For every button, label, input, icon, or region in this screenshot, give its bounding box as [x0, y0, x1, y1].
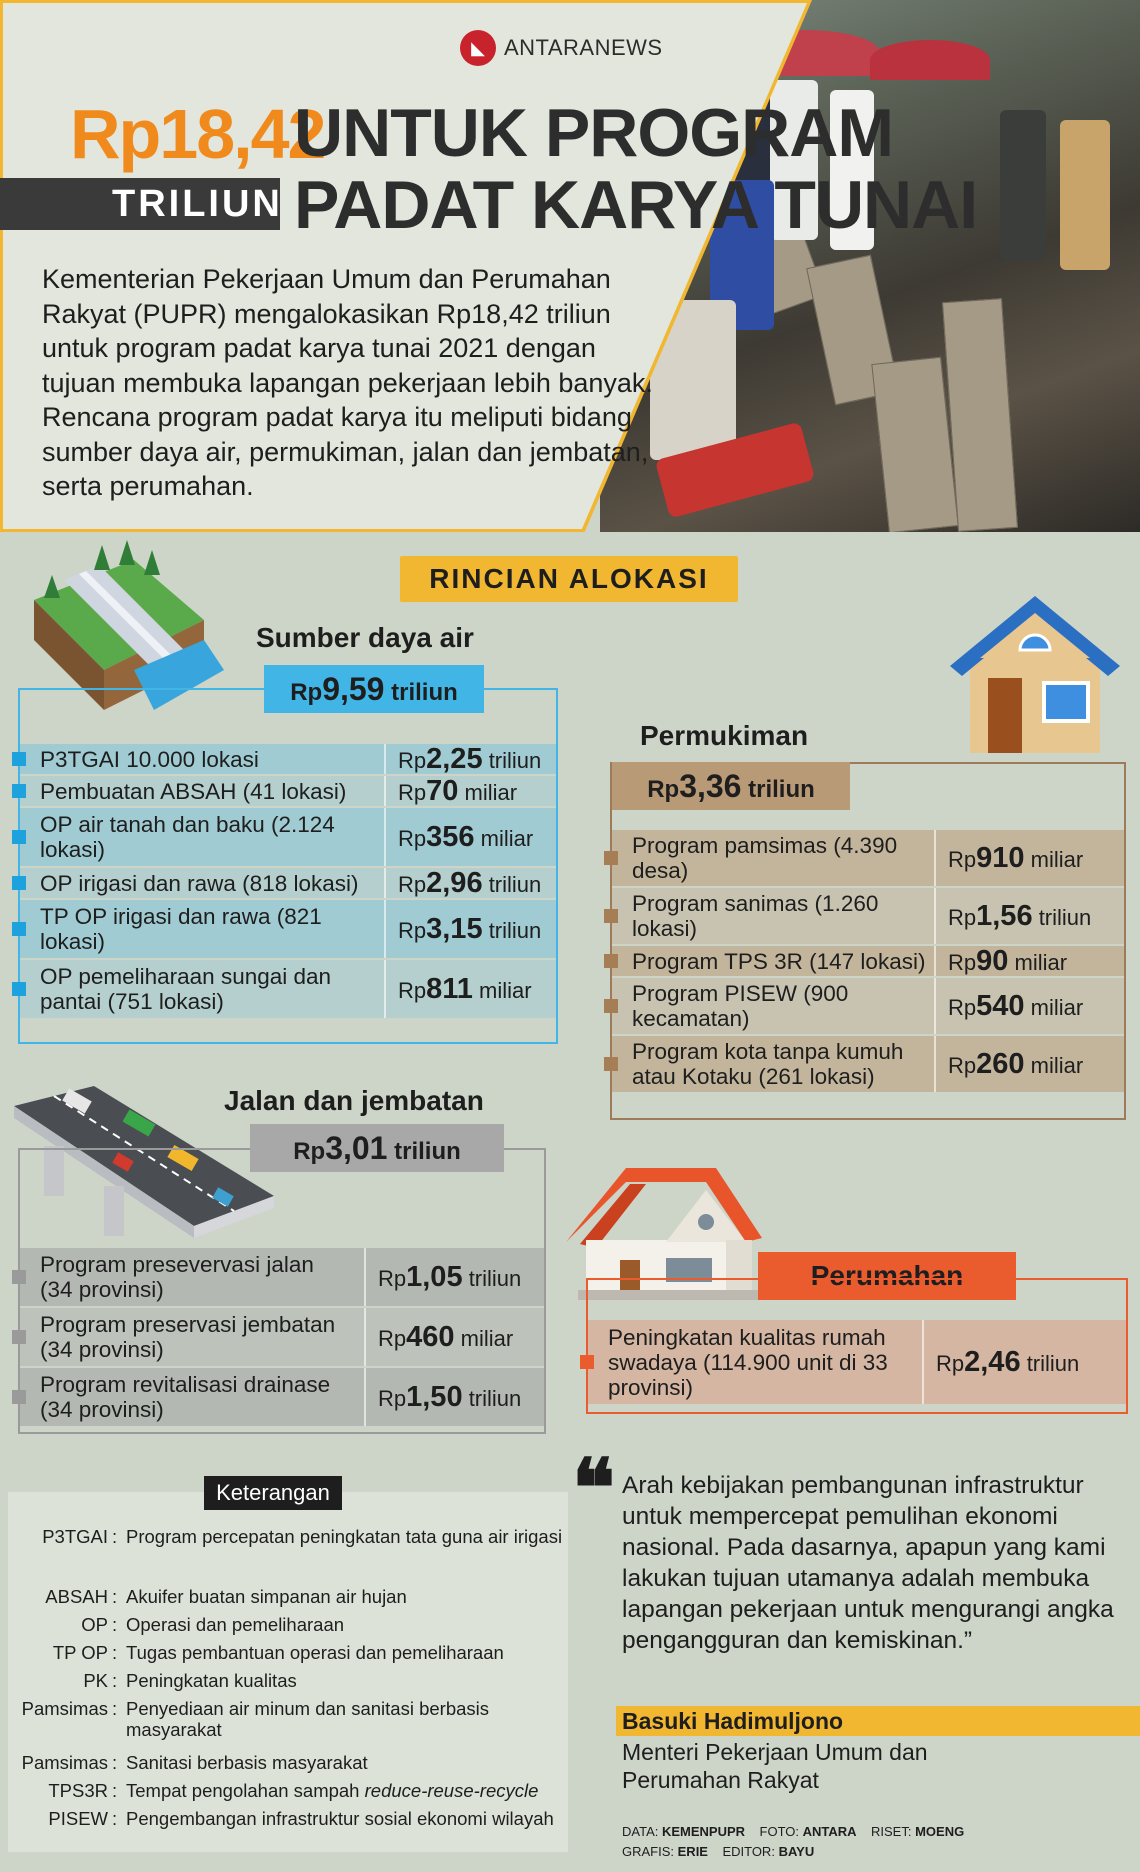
permukiman-total-prefix: Rp: [647, 776, 680, 803]
antara-logo-icon: ◣: [460, 30, 496, 66]
air-row: [20, 744, 556, 774]
permukiman-row: [612, 978, 1124, 1034]
permukiman-row-divider: [934, 978, 936, 1034]
air-row-divider: [384, 744, 386, 774]
keterangan-value: Tempat pengolahan sampah reduce-reuse-recycle: [126, 1780, 539, 1801]
keterangan-key: OP: [81, 1614, 108, 1635]
air-row-divider: [384, 868, 386, 898]
keterangan-key: ABSAH: [45, 1586, 108, 1607]
keterangan-value: Operasi dan pemeliharaan: [126, 1614, 345, 1635]
permukiman-title: Permukiman: [640, 720, 809, 751]
permukiman-row-amount: Rp1,56 triliun: [948, 899, 1092, 932]
air-total-prefix: Rp: [290, 679, 323, 706]
quote-name: Basuki Hadimuljono: [622, 1708, 844, 1734]
credit-grafis-value: ERIE: [677, 1844, 708, 1859]
permukiman-bullet: [604, 999, 618, 1013]
keterangan-separator: :: [112, 1526, 118, 1547]
jalan-total: [250, 1124, 504, 1172]
credit-grafis-label: GRAFIS:: [622, 1844, 675, 1859]
keterangan-key: Pamsimas: [21, 1752, 108, 1773]
jalan-total-unit: triliun: [394, 1138, 461, 1165]
title-line1: UNTUK PROGRAM: [294, 95, 893, 171]
permukiman-row-amount: Rp90 miliar: [948, 944, 1068, 977]
permukiman-row: [612, 830, 1124, 886]
header: [0, 0, 1140, 532]
keterangan-separator: :: [112, 1614, 118, 1635]
air-title: Sumber daya air: [256, 622, 474, 653]
keterangan-separator: :: [112, 1808, 118, 1829]
permukiman-total-unit: triliun: [748, 776, 815, 803]
air-bullet: [12, 876, 26, 890]
keterangan-value: Pengembangan infrastruktur sosial ekonomi wilayah: [126, 1808, 554, 1829]
jalan-row-amount: Rp460 miliar: [378, 1320, 514, 1353]
keterangan-key: TPS3R: [48, 1780, 108, 1801]
permukiman-row-label: Program kota tanpa kumuh atau Kotaku (261 lokasi): [632, 1039, 904, 1089]
permukiman-row-amount: Rp540 miliar: [948, 989, 1084, 1022]
permukiman-total-value: 3,36: [679, 768, 742, 804]
permukiman-row-divider: [934, 1036, 936, 1092]
jalan-bullet: [12, 1390, 26, 1404]
keterangan-item: [8, 1698, 568, 1742]
keterangan-separator: :: [112, 1698, 118, 1719]
credit-editor-label: EDITOR:: [722, 1844, 775, 1859]
logo-text: ANTARANEWS: [504, 35, 663, 60]
keterangan-title: Keterangan: [204, 1476, 342, 1510]
permukiman-row: [612, 1036, 1124, 1092]
keterangan-value: Program percepatan peningkatan tata guna air irigasi: [126, 1526, 563, 1547]
jalan-row: [20, 1368, 544, 1426]
keterangan-key: Pamsimas: [21, 1698, 108, 1719]
permukiman-row-divider: [934, 888, 936, 944]
keterangan-value: Sanitasi berbasis masyarakat: [126, 1752, 368, 1773]
air-row-label: OP irigasi dan rawa (818 lokasi): [40, 870, 359, 896]
perumahan-row-amount: Rp2,46 triliun: [936, 1345, 1080, 1378]
permukiman-row-label: Program pamsimas (4.390 desa): [632, 833, 898, 883]
permukiman-bullet: [604, 909, 618, 923]
perumahan-row-divider: [922, 1320, 924, 1404]
jalan-total-value: 3,01: [325, 1130, 388, 1166]
keterangan-key: PISEW: [48, 1808, 108, 1829]
permukiman-bullet: [604, 851, 618, 865]
perumahan-row: [588, 1320, 1126, 1404]
permukiman-row-label: Program PISEW (900 kecamatan): [632, 981, 849, 1031]
perumahan-title: Perumahan: [758, 1252, 1016, 1300]
jalan-total-prefix: Rp: [293, 1138, 326, 1165]
keterangan-value: Tugas pembantuan operasi dan pemeliharaan: [126, 1642, 504, 1663]
jalan-title: Jalan dan jembatan: [224, 1085, 484, 1116]
jalan-row: [20, 1248, 544, 1306]
title-line2: PADAT KARYA TUNAI: [294, 167, 978, 243]
keterangan-separator: :: [112, 1670, 118, 1691]
credit-foto-label: FOTO:: [759, 1824, 799, 1839]
air-row-amount: Rp2,96 triliun: [398, 866, 542, 899]
jalan-row-label: Program presevervasi jalan (34 provinsi): [40, 1252, 314, 1302]
permukiman-bullet: [604, 954, 618, 968]
permukiman-row-label: Program TPS 3R (147 lokasi): [632, 948, 926, 974]
keterangan-separator: :: [112, 1752, 118, 1773]
quote-text: Arah kebijakan pembangunan infrastruktur untuk mempercepat pemulihan ekonomi nasional. Pada dasarnya, apapun yang kami lakukan tujuan utamanya adalah membuka lapangan pekerjaan untuk mengurangi angka pengangguran dan kemiskinan.”: [622, 1472, 1114, 1654]
keterangan-value: Akuifer buatan simpanan air hujan: [126, 1586, 407, 1607]
air-row-divider: [384, 776, 386, 806]
air-total-unit: triliun: [391, 679, 458, 706]
air-bullet: [12, 752, 26, 766]
jalan-bullet: [12, 1270, 26, 1284]
air-row-divider: [384, 900, 386, 958]
air-row-label: OP pemeliharaan sungai dan pantai (751 lokasi): [40, 964, 332, 1014]
permukiman-row-divider: [934, 946, 936, 976]
air-row-label: Pembuatan ABSAH (41 lokasi): [40, 778, 347, 804]
credits: [622, 1822, 964, 1862]
keterangan-key: P3TGAI: [42, 1526, 108, 1547]
air-total-value: 9,59: [322, 671, 385, 707]
keterangan-item: [8, 1808, 568, 1852]
quote-role: Menteri Pekerjaan Umum dan Perumahan Rakyat: [622, 1739, 928, 1793]
credit-riset-value: MOENG: [915, 1824, 965, 1839]
air-row-amount: Rp811 miliar: [398, 972, 532, 1005]
keterangan-value: Peningkatan kualitas: [126, 1670, 297, 1691]
air-row-label: P3TGAI 10.000 lokasi: [40, 746, 259, 772]
title-amount: Rp18,42: [70, 95, 325, 173]
air-row-amount: Rp356 miliar: [398, 820, 534, 853]
air-bullet: [12, 784, 26, 798]
permukiman-row: [612, 888, 1124, 944]
air-row-amount: Rp70 miliar: [398, 774, 518, 807]
jalan-row-label: Program preservasi jembatan (34 provinsi): [40, 1312, 336, 1362]
keterangan-key: TP OP: [52, 1642, 108, 1663]
jalan-row-divider: [364, 1248, 366, 1306]
house-blue-icon: [940, 588, 1130, 758]
air-row: [20, 776, 556, 806]
perumahan-bullet: [580, 1355, 594, 1369]
keterangan-separator: :: [112, 1642, 118, 1663]
air-total: [264, 665, 484, 713]
air-bullet: [12, 830, 26, 844]
air-row-divider: [384, 960, 386, 1018]
jalan-bullet: [12, 1330, 26, 1344]
air-row-divider: [384, 808, 386, 866]
perumahan-row-label: Peningkatan kualitas rumah swadaya (114.900 unit di 33 provinsi): [608, 1324, 888, 1400]
air-row: [20, 900, 556, 958]
air-row-amount: Rp3,15 triliun: [398, 912, 542, 945]
permukiman-total: [612, 762, 850, 810]
keterangan-value: Penyediaan air minum dan sanitasi berbasis masyarakat: [126, 1698, 490, 1740]
jalan-row-divider: [364, 1368, 366, 1426]
credit-riset-label: RISET:: [871, 1824, 912, 1839]
credit-data-label: DATA:: [622, 1824, 659, 1839]
air-row-label: OP air tanah dan baku (2.124 lokasi): [40, 812, 335, 862]
air-bullet: [12, 982, 26, 996]
jalan-row-amount: Rp1,05 triliun: [378, 1260, 522, 1293]
air-row: [20, 808, 556, 866]
air-bullet: [12, 922, 26, 936]
keterangan-item: [8, 1526, 568, 1570]
keterangan-key: PK: [83, 1670, 108, 1691]
permukiman-row-label: Program sanimas (1.260 lokasi): [632, 891, 879, 941]
permukiman-row-divider: [934, 830, 936, 886]
air-row-label: TP OP irigasi dan rawa (821 lokasi): [40, 904, 322, 954]
credit-data-value: KEMENPUPR: [661, 1824, 746, 1839]
antara-logo: [460, 30, 663, 66]
jalan-row: [20, 1308, 544, 1366]
permukiman-bullet: [604, 1057, 618, 1071]
credit-editor-value: BAYU: [778, 1844, 815, 1859]
quote-icon: ❝: [572, 1441, 616, 1535]
jalan-row-label: Program revitalisasi drainase (34 provinsi): [40, 1372, 331, 1422]
permukiman-row: [612, 946, 1124, 976]
keterangan-separator: :: [112, 1586, 118, 1607]
intro-text: Kementerian Pekerjaan Umum dan Perumahan Rakyat (PUPR) mengalokasikan Rp18,42 triliun untuk program padat karya tunai 2021 dengan tujuan membuka lapangan pekerjaan lebih banyak. Rencana program padat karya itu meliputi bidang sumber daya air, permukiman, jalan dan jembatan, serta perumahan.: [42, 264, 653, 501]
permukiman-row-amount: Rp910 miliar: [948, 841, 1084, 874]
credit-foto-value: ANTARA: [802, 1824, 857, 1839]
jalan-row-divider: [364, 1308, 366, 1366]
jalan-row-amount: Rp1,50 triliun: [378, 1380, 522, 1413]
section-title: RINCIAN ALOKASI: [400, 556, 738, 602]
title-unit: TRILIUN: [112, 183, 283, 225]
air-row: [20, 868, 556, 898]
keterangan-separator: :: [112, 1780, 118, 1801]
permukiman-row-amount: Rp260 miliar: [948, 1047, 1084, 1080]
air-row-amount: Rp2,25 triliun: [398, 742, 542, 775]
air-row: [20, 960, 556, 1018]
